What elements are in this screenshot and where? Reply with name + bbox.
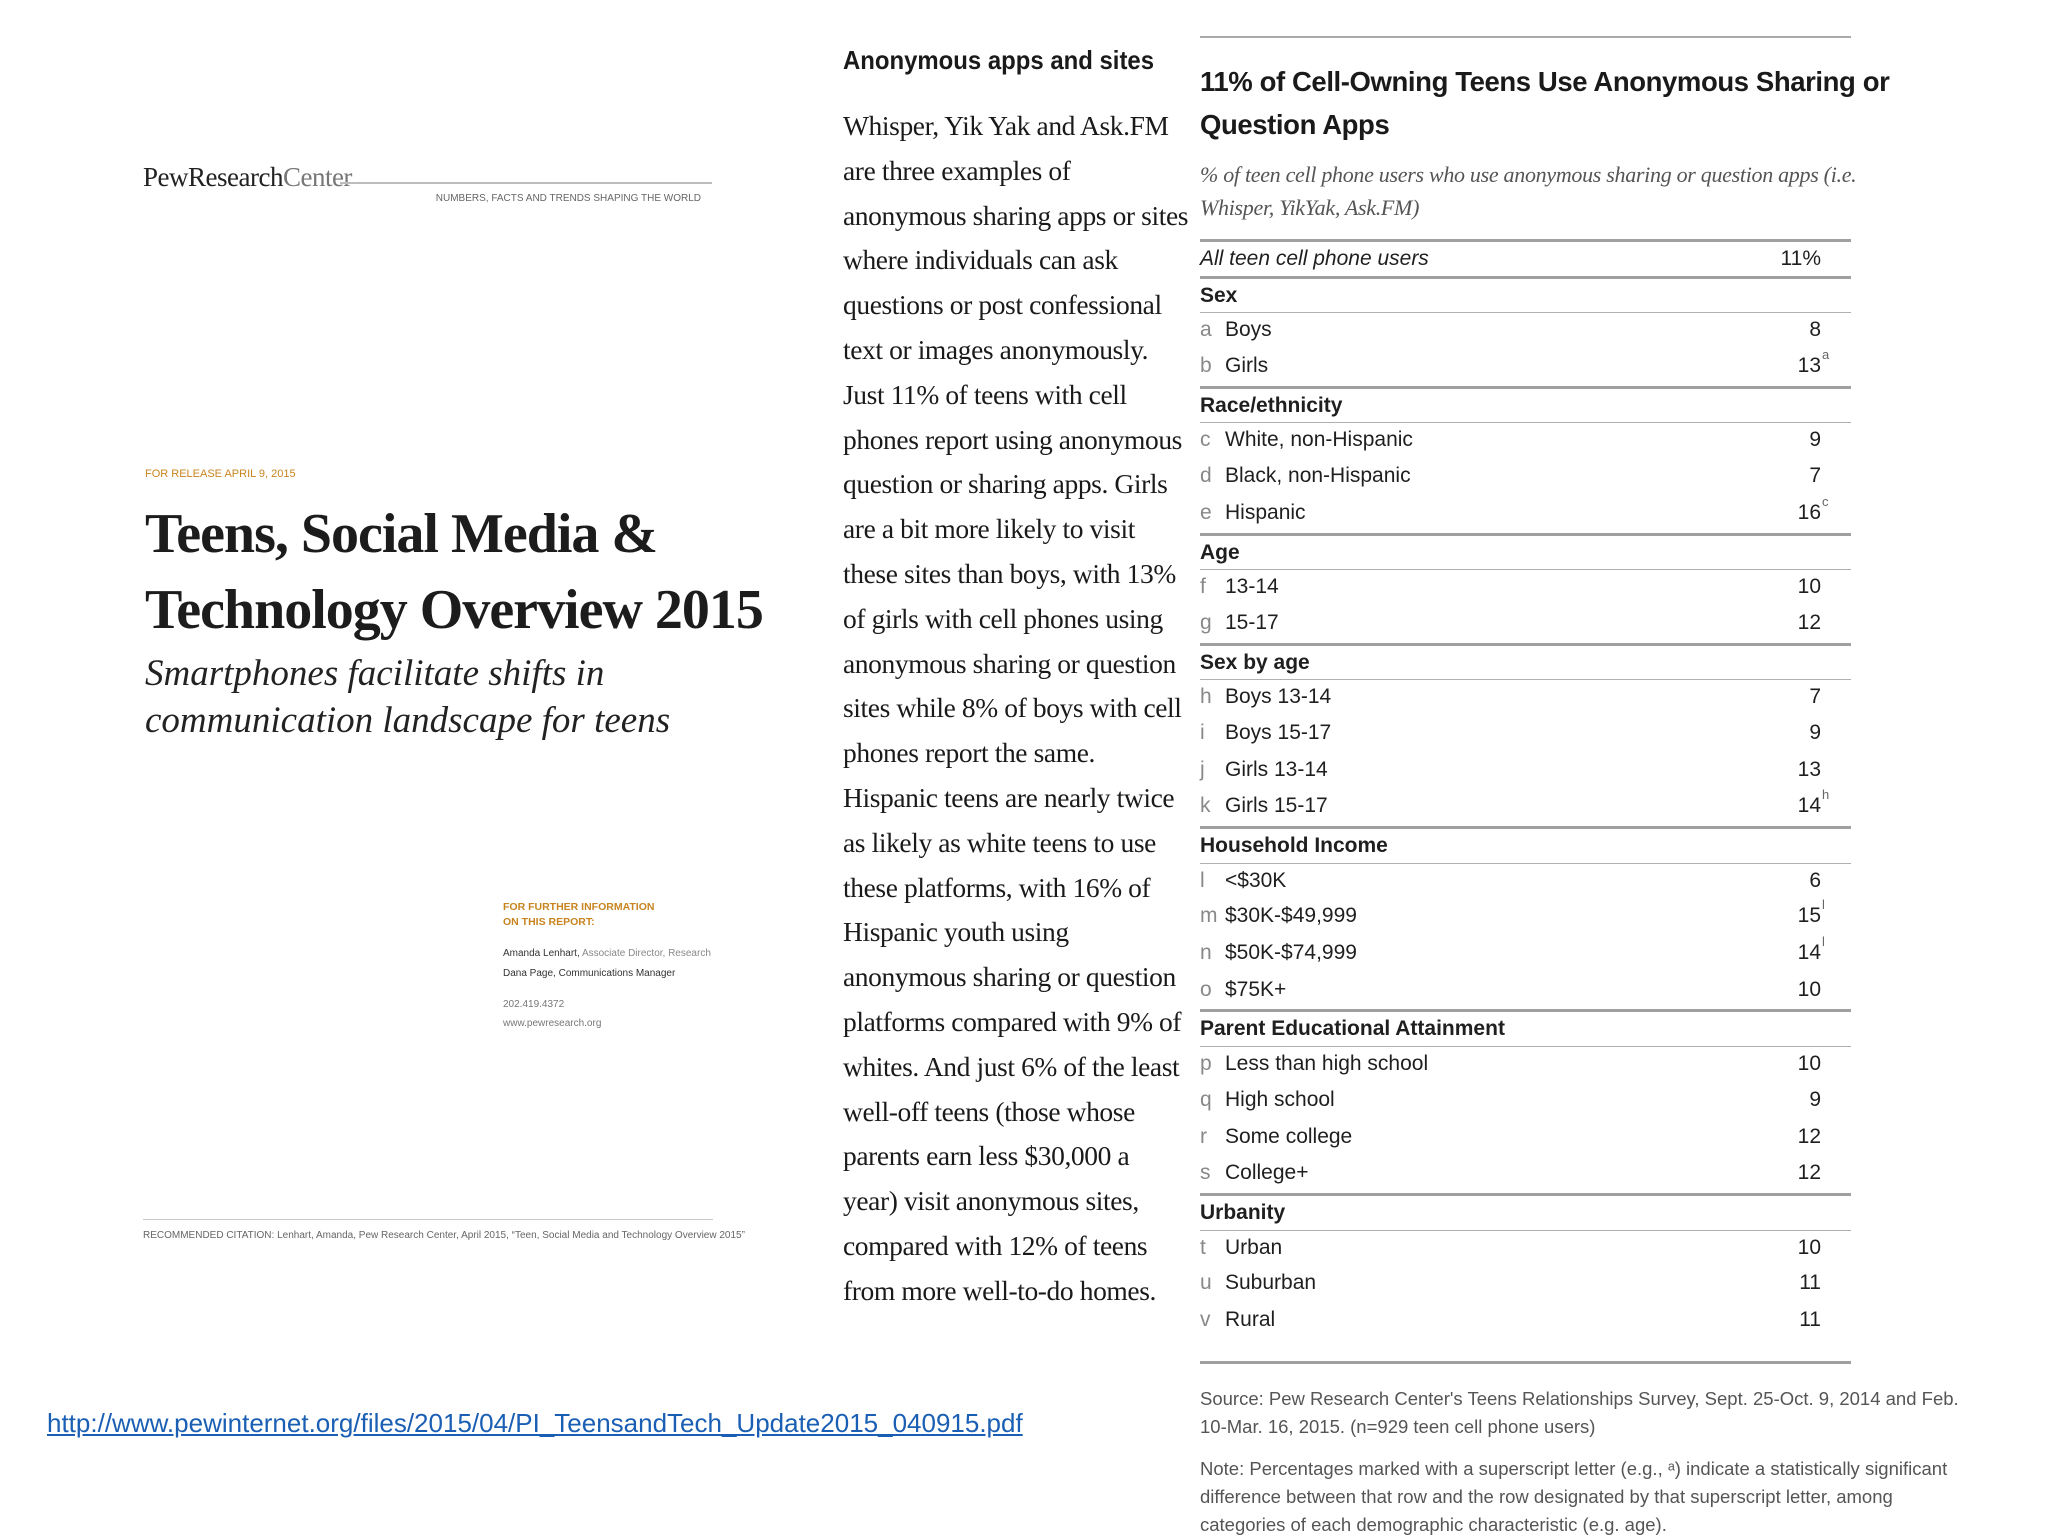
report-title-line: Teens, Social Media & xyxy=(145,503,658,565)
narrative-line: sites while 8% of boys with cell xyxy=(843,692,1182,724)
significance-marker: h xyxy=(1822,787,1830,803)
row-letter: k xyxy=(1200,794,1211,818)
narrative-line: platforms compared with 9% of xyxy=(843,1005,1182,1037)
significance-marker: l xyxy=(1822,897,1825,913)
row-value-number: 16 xyxy=(1797,500,1821,524)
table-row xyxy=(1200,679,1851,716)
row-label: Boys xyxy=(1225,318,1272,342)
group-label: Urbanity xyxy=(1200,1200,1286,1224)
chart-title-line: 11% of Cell-Owning Teens Use Anonymous Sharing or xyxy=(1200,66,1890,97)
row-label: 13-14 xyxy=(1225,575,1279,599)
table-row xyxy=(1200,863,1851,900)
contact-phone: 202.419.4372 xyxy=(503,999,565,1010)
row-value-number: 7 xyxy=(1809,685,1821,709)
row-value xyxy=(1799,1308,1821,1332)
table-group-header xyxy=(1200,533,1851,570)
chart-subtitle-line: Whisper, YikYak, Ask.FM) xyxy=(1200,195,1420,220)
table-row xyxy=(1200,789,1851,826)
row-label: $75K+ xyxy=(1225,977,1287,1001)
row-label: Rural xyxy=(1225,1307,1276,1331)
narrative-line: anonymous sharing or question xyxy=(843,961,1176,993)
table-row xyxy=(1200,753,1851,790)
row-value xyxy=(1809,464,1821,488)
row-value xyxy=(1798,1125,1821,1149)
table-row-total xyxy=(1200,239,1851,276)
row-label: <$30K xyxy=(1225,868,1287,892)
row-letter: i xyxy=(1200,720,1205,744)
report-title xyxy=(145,496,763,648)
narrative-line: parents earn less $30,000 a xyxy=(843,1140,1130,1172)
row-value-number: 9 xyxy=(1809,428,1821,452)
table-row xyxy=(1200,716,1851,753)
row-label: Girls 15-17 xyxy=(1225,794,1328,818)
table-group-header xyxy=(1200,1009,1851,1046)
row-label: Girls 13-14 xyxy=(1225,757,1328,781)
report-title-line: Technology Overview 2015 xyxy=(145,579,763,641)
row-letter: b xyxy=(1200,354,1212,378)
cover-tagline: NUMBERS, FACTS AND TRENDS SHAPING THE WORLD xyxy=(435,193,701,204)
row-label: Girls xyxy=(1225,354,1269,378)
chart-note-line: categories of each demographic characteristic (e.g. age). xyxy=(1200,1514,1667,1535)
narrative-line: as likely as white teens to use xyxy=(843,826,1156,858)
table-row xyxy=(1200,459,1851,496)
table-row xyxy=(1200,973,1851,1010)
row-value xyxy=(1798,611,1821,635)
row-letter: v xyxy=(1200,1307,1211,1331)
narrative-line: of girls with cell phones using xyxy=(843,602,1163,634)
narrative-line: Just 11% of teens with cell xyxy=(843,378,1127,410)
table-bottom-rule xyxy=(1200,1361,1851,1364)
row-letter: h xyxy=(1200,685,1212,709)
row-label: Boys 13-14 xyxy=(1225,685,1332,709)
row-letter: s xyxy=(1200,1161,1211,1185)
chart-source-line: 10-Mar. 16, 2015. (n=929 teen cell phone users) xyxy=(1200,1416,1596,1437)
narrative-line: are a bit more likely to visit xyxy=(843,513,1135,545)
group-label: Sex by age xyxy=(1200,650,1310,674)
significance-marker: l xyxy=(1822,934,1825,950)
table-group-header xyxy=(1200,1193,1851,1230)
narrative-line: question or sharing apps. Girls xyxy=(843,468,1168,500)
row-value xyxy=(1797,787,1830,818)
row-letter: d xyxy=(1200,464,1212,488)
chart-title xyxy=(1200,60,1890,146)
narrative-line: anonymous sharing or question xyxy=(843,647,1176,679)
row-value-number: 12 xyxy=(1797,1161,1821,1185)
row-letter: p xyxy=(1200,1052,1212,1076)
row-value-number: 15 xyxy=(1797,904,1821,928)
section-heading: Anonymous apps and sites xyxy=(843,45,1155,75)
row-value-number: 6 xyxy=(1809,868,1821,892)
narrative-line: text or images anonymously. xyxy=(843,333,1149,365)
row-label: College+ xyxy=(1225,1161,1309,1185)
row-value xyxy=(1809,869,1821,893)
row-value-number: 12 xyxy=(1797,610,1821,634)
table-row xyxy=(1200,899,1851,936)
row-label: High school xyxy=(1225,1087,1335,1111)
row-label: Suburban xyxy=(1225,1271,1317,1295)
table-row xyxy=(1200,1303,1851,1340)
row-label: Urban xyxy=(1225,1235,1283,1259)
narrative-line: Whisper, Yik Yak and Ask.FM xyxy=(843,110,1169,141)
narrative-line: Hispanic youth using xyxy=(843,916,1069,948)
narrative-line: where individuals can ask xyxy=(843,244,1118,276)
row-letter: n xyxy=(1200,941,1212,965)
table-row xyxy=(1200,1156,1851,1193)
group-label: Sex xyxy=(1200,283,1238,307)
table-row xyxy=(1200,606,1851,643)
table-row xyxy=(1200,349,1851,386)
chart-title-line: Question Apps xyxy=(1200,109,1390,140)
table-row xyxy=(1200,1120,1851,1157)
data-table xyxy=(1200,239,1851,1340)
table-row xyxy=(1200,1230,1851,1267)
narrative-line: questions or post confessional xyxy=(843,289,1162,321)
row-value-number: 7 xyxy=(1809,464,1821,488)
info-heading-line: FOR FURTHER INFORMATION xyxy=(503,901,655,913)
row-value-number: 11 xyxy=(1799,1271,1821,1295)
table-row xyxy=(1200,1266,1851,1303)
row-letter: e xyxy=(1200,500,1212,524)
row-value xyxy=(1809,721,1821,745)
cover-footer-divider xyxy=(143,1219,713,1220)
row-value-number: 10 xyxy=(1797,575,1821,599)
row-value-number: 10 xyxy=(1797,1052,1821,1076)
contact-role: Associate Director, Research xyxy=(579,948,711,959)
row-label: Black, non-Hispanic xyxy=(1225,464,1411,488)
row-label: Some college xyxy=(1225,1124,1353,1148)
chart-note-line: Note: Percentages marked with a superscript letter (e.g., ᵃ) indicate a statistically significant xyxy=(1200,1458,1948,1479)
narrative-line: from more well-to-do homes. xyxy=(843,1274,1157,1306)
report-subtitle-line: Smartphones facilitate shifts in xyxy=(145,653,605,694)
group-label: Age xyxy=(1200,540,1240,564)
chart-note xyxy=(1200,1455,1948,1539)
group-label: Race/ethnicity xyxy=(1200,393,1343,417)
chart-source xyxy=(1200,1385,1959,1441)
further-information-box xyxy=(503,900,723,1033)
row-label: 15-17 xyxy=(1225,610,1279,634)
narrative-line: Hispanic teens are nearly twice xyxy=(843,781,1175,813)
row-value-number: 12 xyxy=(1797,1124,1821,1148)
row-label: Boys 15-17 xyxy=(1225,720,1332,744)
row-value-number: 9 xyxy=(1809,720,1821,744)
narrative-line: these sites than boys, with 13% xyxy=(843,557,1176,589)
logo-bold-text: PewResearch xyxy=(143,162,283,192)
table-group-header xyxy=(1200,276,1851,313)
row-value-number: 9 xyxy=(1809,1087,1821,1111)
row-value-number: 10 xyxy=(1797,977,1821,1001)
chart-top-rule xyxy=(1200,36,1851,38)
row-letter: o xyxy=(1200,977,1212,1001)
row-value-number: 11 xyxy=(1799,1307,1821,1331)
row-value xyxy=(1797,897,1825,928)
report-subtitle-line: communication landscape for teens xyxy=(145,700,671,741)
significance-marker: c xyxy=(1822,493,1829,509)
table-row xyxy=(1200,1046,1851,1083)
row-value xyxy=(1798,1161,1821,1185)
table-group-header xyxy=(1200,643,1851,680)
release-date: FOR RELEASE APRIL 9, 2015 xyxy=(145,468,296,480)
row-label: White, non-Hispanic xyxy=(1225,428,1413,452)
row-value xyxy=(1809,685,1821,709)
row-label: Hispanic xyxy=(1225,500,1306,524)
contact-name: Amanda Lenhart, xyxy=(503,948,580,959)
row-letter: j xyxy=(1200,757,1205,781)
chart-subtitle xyxy=(1200,158,1856,224)
row-value xyxy=(1798,1236,1821,1260)
table-row xyxy=(1200,493,1851,533)
row-label: $50K-$74,999 xyxy=(1225,941,1357,965)
row-value-number: 13 xyxy=(1797,757,1821,781)
group-label: Parent Educational Attainment xyxy=(1200,1017,1505,1041)
row-label: $30K-$49,999 xyxy=(1225,904,1357,928)
narrative-line: are three examples of xyxy=(843,154,1071,186)
narrative-line: year) visit anonymous sites, xyxy=(843,1185,1139,1217)
row-letter: c xyxy=(1200,428,1211,452)
narrative-line: whites. And just 6% of the least xyxy=(843,1050,1180,1082)
table-group-header xyxy=(1200,386,1851,423)
row-value xyxy=(1809,428,1821,452)
chart-subtitle-line: % of teen cell phone users who use anonymous sharing or question apps (i.e. xyxy=(1200,162,1857,187)
narrative-line: these platforms, with 16% of xyxy=(843,871,1151,903)
row-value xyxy=(1809,1088,1821,1112)
narrative-line: compared with 12% of teens xyxy=(843,1229,1148,1261)
further-information-heading xyxy=(503,900,723,930)
row-value: 11% xyxy=(1780,247,1821,270)
row-value xyxy=(1798,978,1821,1002)
row-value-number: 10 xyxy=(1797,1235,1821,1259)
info-heading-line: ON THIS REPORT: xyxy=(503,916,595,928)
row-letter: l xyxy=(1200,868,1205,892)
row-value-number: 13 xyxy=(1797,354,1821,378)
contact-list xyxy=(503,944,723,984)
narrative-line: anonymous sharing apps or sites xyxy=(843,199,1189,231)
table-group-header xyxy=(1200,826,1851,863)
row-letter: r xyxy=(1200,1124,1207,1148)
table-row xyxy=(1200,312,1851,349)
contact-name: Dana Page, Communications Manager xyxy=(503,968,676,979)
row-label: Less than high school xyxy=(1225,1052,1429,1076)
row-value xyxy=(1799,1271,1821,1295)
table-row xyxy=(1200,422,1851,459)
pew-research-center-logo xyxy=(143,162,352,193)
row-value-number: 14 xyxy=(1797,794,1821,818)
recommended-citation: RECOMMENDED CITATION: Lenhart, Amanda, Pew Research Center, April 2015, “Teen, Social Media and Technology Overview 2015” xyxy=(143,1230,745,1241)
row-value xyxy=(1797,934,1825,965)
table-row xyxy=(1200,1083,1851,1120)
narrative-line: phones report using anonymous xyxy=(843,423,1182,455)
row-letter: t xyxy=(1200,1235,1206,1259)
group-label: Household Income xyxy=(1200,834,1388,857)
row-letter: a xyxy=(1200,318,1212,342)
row-letter: q xyxy=(1200,1087,1212,1111)
narrative-body xyxy=(843,104,1188,1314)
contact-item xyxy=(503,964,723,984)
table-row xyxy=(1200,569,1851,606)
row-label: All teen cell phone users xyxy=(1200,247,1429,270)
report-subtitle xyxy=(145,650,670,744)
contact-item xyxy=(503,944,723,964)
narrative-line: phones report the same. xyxy=(843,737,1095,769)
row-value-number: 8 xyxy=(1809,318,1821,342)
contact-website: www.pewresearch.org xyxy=(503,1018,602,1029)
row-value-number: 14 xyxy=(1797,941,1821,965)
chart-note-line: difference between that row and the row designated by that superscript letter, among xyxy=(1200,1486,1893,1507)
row-value xyxy=(1797,493,1829,525)
row-letter: g xyxy=(1200,610,1212,634)
chart-source-line: Source: Pew Research Center's Teens Relationships Survey, Sept. 25-Oct. 9, 2014 and Feb. xyxy=(1200,1388,1959,1409)
cover-header-divider xyxy=(340,182,712,184)
row-letter: m xyxy=(1200,904,1218,928)
row-value xyxy=(1798,575,1821,599)
significance-marker: a xyxy=(1822,347,1830,363)
row-value xyxy=(1798,1052,1821,1076)
row-value xyxy=(1798,758,1821,782)
row-value xyxy=(1809,318,1821,342)
table-row xyxy=(1200,936,1851,973)
narrative-line: well-off teens (those whose xyxy=(843,1095,1135,1127)
row-letter: u xyxy=(1200,1271,1212,1295)
row-letter: f xyxy=(1200,575,1206,599)
source-pdf-link[interactable]: http://www.pewinternet.org/files/2015/04/PI_TeensandTech_Update2015_040915.pdf xyxy=(47,1408,1023,1438)
logo-light-text: Center xyxy=(282,162,352,192)
row-value xyxy=(1797,347,1830,378)
